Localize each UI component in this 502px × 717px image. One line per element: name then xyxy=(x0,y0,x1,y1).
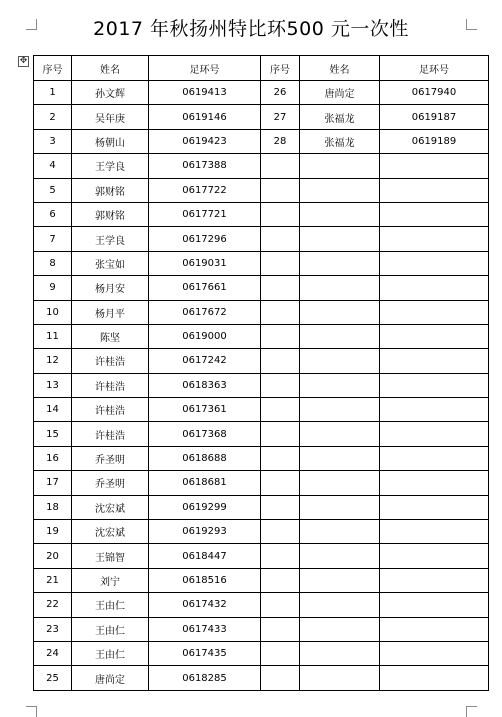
seq-cell: 28 xyxy=(261,129,300,153)
name-cell xyxy=(300,617,380,641)
seq-cell xyxy=(261,300,300,324)
ring-number-cell xyxy=(380,178,489,202)
name-cell xyxy=(300,446,380,470)
ring-number-cell xyxy=(380,495,489,519)
seq-cell xyxy=(261,471,300,495)
header-cell: 姓名 xyxy=(300,56,380,81)
name-cell: 许桂浩 xyxy=(72,422,149,446)
name-cell: 王由仁 xyxy=(72,617,149,641)
table-row xyxy=(34,349,489,373)
ring-number-cell xyxy=(380,422,489,446)
name-cell xyxy=(300,641,380,665)
ring-number-cell xyxy=(380,593,489,617)
ring-number-cell: 0619299 xyxy=(149,495,261,519)
seq-cell xyxy=(261,178,300,202)
seq-cell: 26 xyxy=(261,81,300,105)
table-row xyxy=(34,471,489,495)
table-row xyxy=(34,666,489,690)
ring-number-cell xyxy=(380,202,489,226)
ring-number-cell xyxy=(380,398,489,422)
name-cell: 王锦智 xyxy=(72,544,149,568)
name-cell xyxy=(300,593,380,617)
table-row xyxy=(34,202,489,226)
ring-number-cell: 0619423 xyxy=(149,129,261,153)
seq-cell: 27 xyxy=(261,105,300,129)
seq-cell: 8 xyxy=(34,251,72,275)
ring-number-cell: 0619189 xyxy=(380,129,489,153)
table-row xyxy=(34,593,489,617)
header-cell: 序号 xyxy=(261,56,300,81)
ring-number-cell: 0619413 xyxy=(149,81,261,105)
table-row xyxy=(34,178,489,202)
seq-cell: 9 xyxy=(34,276,72,300)
ring-number-cell: 0617432 xyxy=(149,593,261,617)
seq-cell xyxy=(261,593,300,617)
name-cell: 沈宏斌 xyxy=(72,520,149,544)
ring-number-cell: 0618363 xyxy=(149,373,261,397)
ring-number-cell xyxy=(380,641,489,665)
name-cell xyxy=(300,276,380,300)
seq-cell: 2 xyxy=(34,105,72,129)
ring-number-cell: 0618688 xyxy=(149,446,261,470)
name-cell xyxy=(300,154,380,178)
name-cell xyxy=(300,520,380,544)
ring-number-cell: 0619187 xyxy=(380,105,489,129)
name-cell xyxy=(300,471,380,495)
name-cell xyxy=(300,324,380,348)
table-row xyxy=(34,300,489,324)
name-cell xyxy=(300,666,380,690)
table-row xyxy=(34,398,489,422)
ring-number-cell xyxy=(380,520,489,544)
seq-cell xyxy=(261,617,300,641)
ring-number-cell: 0617361 xyxy=(149,398,261,422)
name-cell: 沈宏斌 xyxy=(72,495,149,519)
seq-cell: 13 xyxy=(34,373,72,397)
seq-cell: 16 xyxy=(34,446,72,470)
seq-cell xyxy=(261,495,300,519)
name-cell: 杨月安 xyxy=(72,276,149,300)
ring-number-cell: 0617940 xyxy=(380,81,489,105)
ring-number-cell xyxy=(380,373,489,397)
seq-cell: 23 xyxy=(34,617,72,641)
name-cell xyxy=(300,227,380,251)
table-row xyxy=(34,617,489,641)
ring-number-cell xyxy=(380,324,489,348)
ring-number-cell xyxy=(380,568,489,592)
seq-cell: 7 xyxy=(34,227,72,251)
ring-number-cell: 0619031 xyxy=(149,251,261,275)
name-cell: 唐尚定 xyxy=(300,81,380,105)
seq-cell xyxy=(261,568,300,592)
seq-cell: 12 xyxy=(34,349,72,373)
name-cell: 王由仁 xyxy=(72,641,149,665)
seq-cell xyxy=(261,446,300,470)
seq-cell: 6 xyxy=(34,202,72,226)
seq-cell: 11 xyxy=(34,324,72,348)
seq-cell: 19 xyxy=(34,520,72,544)
seq-cell: 10 xyxy=(34,300,72,324)
ring-number-cell xyxy=(380,349,489,373)
ring-number-cell xyxy=(380,471,489,495)
seq-cell xyxy=(261,666,300,690)
name-cell: 吴年庚 xyxy=(72,105,149,129)
ring-number-cell: 0617722 xyxy=(149,178,261,202)
ring-number-cell: 0617368 xyxy=(149,422,261,446)
name-cell: 张宝如 xyxy=(72,251,149,275)
crop-mark-bottom-right xyxy=(466,706,477,717)
name-cell xyxy=(300,251,380,275)
ring-number-cell xyxy=(380,617,489,641)
table-row xyxy=(34,446,489,470)
ring-number-cell xyxy=(380,227,489,251)
seq-cell xyxy=(261,276,300,300)
document-title: 2017 年秋扬州特比环500 元一次性 xyxy=(93,18,409,40)
table-row xyxy=(34,544,489,568)
name-cell: 许桂浩 xyxy=(72,373,149,397)
seq-cell xyxy=(261,227,300,251)
name-cell xyxy=(300,495,380,519)
seq-cell xyxy=(261,349,300,373)
name-cell: 杨朝山 xyxy=(72,129,149,153)
seq-cell xyxy=(261,398,300,422)
data-table xyxy=(33,55,489,691)
ring-number-cell: 0618447 xyxy=(149,544,261,568)
table-row xyxy=(34,276,489,300)
ring-number-cell xyxy=(380,544,489,568)
seq-cell xyxy=(261,544,300,568)
ring-number-cell: 0617242 xyxy=(149,349,261,373)
seq-cell: 18 xyxy=(34,495,72,519)
name-cell: 张福龙 xyxy=(300,129,380,153)
name-cell: 张福龙 xyxy=(300,105,380,129)
name-cell xyxy=(300,373,380,397)
seq-cell: 14 xyxy=(34,398,72,422)
ring-number-cell: 0619146 xyxy=(149,105,261,129)
ring-number-cell xyxy=(380,154,489,178)
seq-cell xyxy=(261,641,300,665)
table-row xyxy=(34,422,489,446)
seq-cell xyxy=(261,154,300,178)
table-move-handle-icon[interactable]: ✥ xyxy=(19,56,28,66)
table-row xyxy=(34,129,489,153)
name-cell xyxy=(300,202,380,226)
name-cell: 唐尚定 xyxy=(72,666,149,690)
ring-number-cell: 0617661 xyxy=(149,276,261,300)
name-cell: 许桂浩 xyxy=(72,398,149,422)
seq-cell xyxy=(261,422,300,446)
seq-cell: 17 xyxy=(34,471,72,495)
seq-cell: 21 xyxy=(34,568,72,592)
header-cell: 姓名 xyxy=(72,56,149,81)
table-row xyxy=(34,495,489,519)
seq-cell: 15 xyxy=(34,422,72,446)
seq-cell xyxy=(261,520,300,544)
seq-cell: 5 xyxy=(34,178,72,202)
seq-cell xyxy=(261,373,300,397)
seq-cell xyxy=(261,324,300,348)
table-row xyxy=(34,105,489,129)
ring-number-cell: 0617672 xyxy=(149,300,261,324)
name-cell: 王由仁 xyxy=(72,593,149,617)
name-cell xyxy=(300,568,380,592)
name-cell: 孙文辉 xyxy=(72,81,149,105)
name-cell: 王学良 xyxy=(72,227,149,251)
name-cell: 乔圣明 xyxy=(72,471,149,495)
table-row xyxy=(34,154,489,178)
seq-cell: 4 xyxy=(34,154,72,178)
table-row xyxy=(34,251,489,275)
name-cell xyxy=(300,422,380,446)
seq-cell xyxy=(261,251,300,275)
header-cell: 序号 xyxy=(34,56,72,81)
name-cell: 王学良 xyxy=(72,154,149,178)
ring-number-cell: 0618516 xyxy=(149,568,261,592)
name-cell: 郭财铭 xyxy=(72,202,149,226)
name-cell xyxy=(300,544,380,568)
table-header-row xyxy=(34,56,489,81)
seq-cell: 24 xyxy=(34,641,72,665)
ring-number-cell: 0617433 xyxy=(149,617,261,641)
seq-cell: 20 xyxy=(34,544,72,568)
ring-number-cell xyxy=(380,251,489,275)
ring-number-cell xyxy=(380,666,489,690)
name-cell xyxy=(300,398,380,422)
table-row xyxy=(34,227,489,251)
table-row xyxy=(34,324,489,348)
ring-number-cell: 0619000 xyxy=(149,324,261,348)
seq-cell xyxy=(261,202,300,226)
ring-number-cell xyxy=(380,300,489,324)
ring-number-cell: 0617388 xyxy=(149,154,261,178)
seq-cell: 3 xyxy=(34,129,72,153)
ring-number-cell: 0617296 xyxy=(149,227,261,251)
header-cell: 足环号 xyxy=(149,56,261,81)
ring-number-cell: 0619293 xyxy=(149,520,261,544)
seq-cell: 1 xyxy=(34,81,72,105)
table-row xyxy=(34,568,489,592)
name-cell: 刘宁 xyxy=(72,568,149,592)
crop-mark-bottom-left xyxy=(26,706,37,717)
name-cell xyxy=(300,178,380,202)
ring-number-cell xyxy=(380,276,489,300)
table-row xyxy=(34,373,489,397)
name-cell: 郭财铭 xyxy=(72,178,149,202)
name-cell: 杨月平 xyxy=(72,300,149,324)
name-cell: 陈坚 xyxy=(72,324,149,348)
table-row xyxy=(34,641,489,665)
name-cell: 乔圣明 xyxy=(72,446,149,470)
ring-number-cell: 0617435 xyxy=(149,641,261,665)
ring-number-cell: 0618681 xyxy=(149,471,261,495)
ring-number-cell xyxy=(380,446,489,470)
table-row xyxy=(34,520,489,544)
seq-cell: 25 xyxy=(34,666,72,690)
name-cell xyxy=(300,300,380,324)
name-cell: 许桂浩 xyxy=(72,349,149,373)
ring-number-cell: 0618285 xyxy=(149,666,261,690)
seq-cell: 22 xyxy=(34,593,72,617)
header-cell: 足环号 xyxy=(380,56,489,81)
name-cell xyxy=(300,349,380,373)
ring-number-cell: 0617721 xyxy=(149,202,261,226)
table-row xyxy=(34,81,489,105)
